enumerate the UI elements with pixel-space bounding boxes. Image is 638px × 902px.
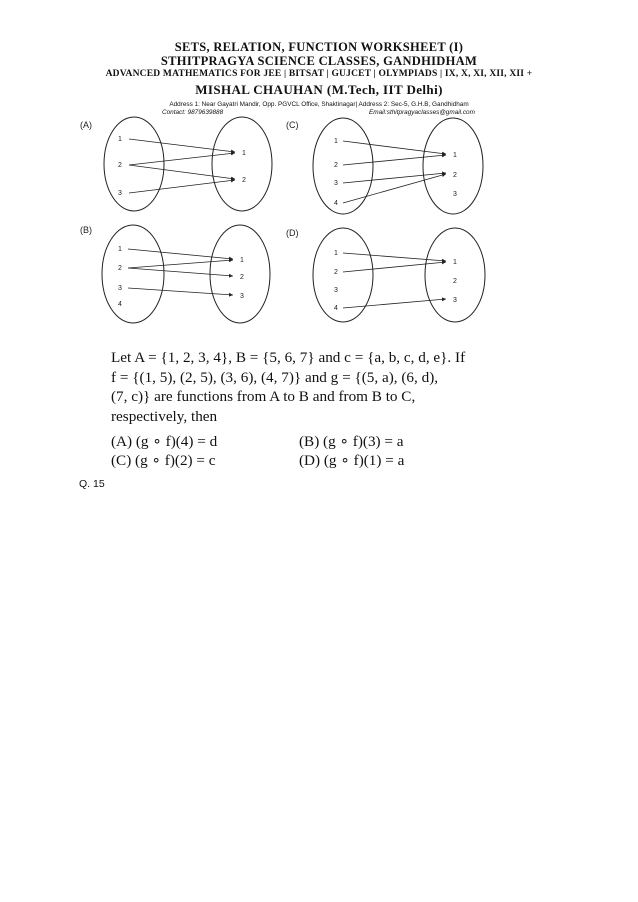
diagram-d-codomain-3: 3 [453,297,457,304]
diagram-a-arrows [129,139,235,193]
diagram-c-domain-2: 2 [334,162,338,169]
diagram-a-codomain-1: 1 [242,150,246,157]
question-stem-line-1: Let A = {1, 2, 3, 4}, B = {5, 6, 7} and c = {a, b, c, d, e}. If [111,349,466,366]
worksheet-title: SETS, RELATION, FUNCTION WORKSHEET (I) [174,40,464,54]
diagram-d-domain-4: 4 [334,305,338,312]
address-line: Address 1: Near Gayatri Mandir, Opp. PGVCL Office, Shaktinagar| Address 2: Sec-5, G.H.B, Gandhidham [169,101,469,108]
diagram-c-arrows [343,141,446,203]
diagram-b-domain-4: 4 [118,301,122,308]
diagram-d-label: (D) [286,228,299,238]
diagram-c [286,118,483,214]
diagram-d-arrows [343,253,446,308]
diagram-d-codomain-1: 1 [453,259,457,266]
diagram-b-domain-3: 3 [118,285,122,292]
institute-name: STHITPRAGYA SCIENCE CLASSES, GANDHIDHAM [160,54,478,68]
diagram-b-domain-2: 2 [118,265,122,272]
question-stem [111,348,471,426]
diagram-b-codomain-3: 3 [240,293,244,300]
diagram-c-codomain-3: 3 [453,191,457,198]
diagram-a-domain-1: 1 [118,136,122,143]
diagram-a-codomain-2: 2 [242,177,246,184]
diagram-d-domain-3: 3 [334,287,338,294]
contact-phone: Contact: 9879639888 [162,109,224,116]
diagram-a-domain-3: 3 [118,190,122,197]
diagram-d [286,228,485,322]
diagram-b-codomain-2: 2 [240,274,244,281]
diagram-a [80,117,272,211]
diagram-b-arrows [128,249,233,295]
diagram-a-label: (A) [80,120,92,130]
diagram-b-codomain-1: 1 [240,257,244,264]
diagram-b-label: (B) [80,225,92,235]
diagram-d-domain-2: 2 [334,269,338,276]
question-number: Q. 15 [79,478,105,490]
diagram-b [80,225,270,323]
diagram-c-domain-1: 1 [334,138,338,145]
diagram-d-domain-1: 1 [334,250,338,257]
diagram-c-codomain-1: 1 [453,152,457,159]
diagram-b-domain-1: 1 [118,246,122,253]
diagram-c-label: (C) [286,120,299,130]
option-c[interactable]: (C) (g ∘ f)(2) = c [111,452,216,469]
courses-line: ADVANCED MATHEMATICS FOR JEE | BITSAT | GUJCET | OLYMPIADS | IX, X, XI, XII, XII + [105,69,533,79]
question-stem-line-4: respectively, then [111,407,218,425]
diagram-a-domain-2: 2 [118,162,122,169]
option-b[interactable]: (B) (g ∘ f)(3) = a [299,433,404,450]
contact-email: Email:sthitpragyaclasses@gmail.com [369,109,475,116]
question-stem-line-2: f = {(1, 5), (2, 5), (3, 6), (4, 7)} and g = {(5, a), (6, d), [111,368,439,386]
option-d[interactable]: (D) (g ∘ f)(1) = a [299,452,405,469]
diagram-c-domain-4: 4 [334,200,338,207]
teacher-name: MISHAL CHAUHAN (M.Tech, IIT Delhi) [195,82,443,97]
diagram-c-domain-3: 3 [334,180,338,187]
option-a[interactable]: (A) (g ∘ f)(4) = d [111,433,218,450]
diagram-d-codomain-2: 2 [453,278,457,285]
diagram-c-codomain-2: 2 [453,172,457,179]
question-stem-line-3: (7, c)} are functions from A to B and from B to C, [111,388,416,406]
